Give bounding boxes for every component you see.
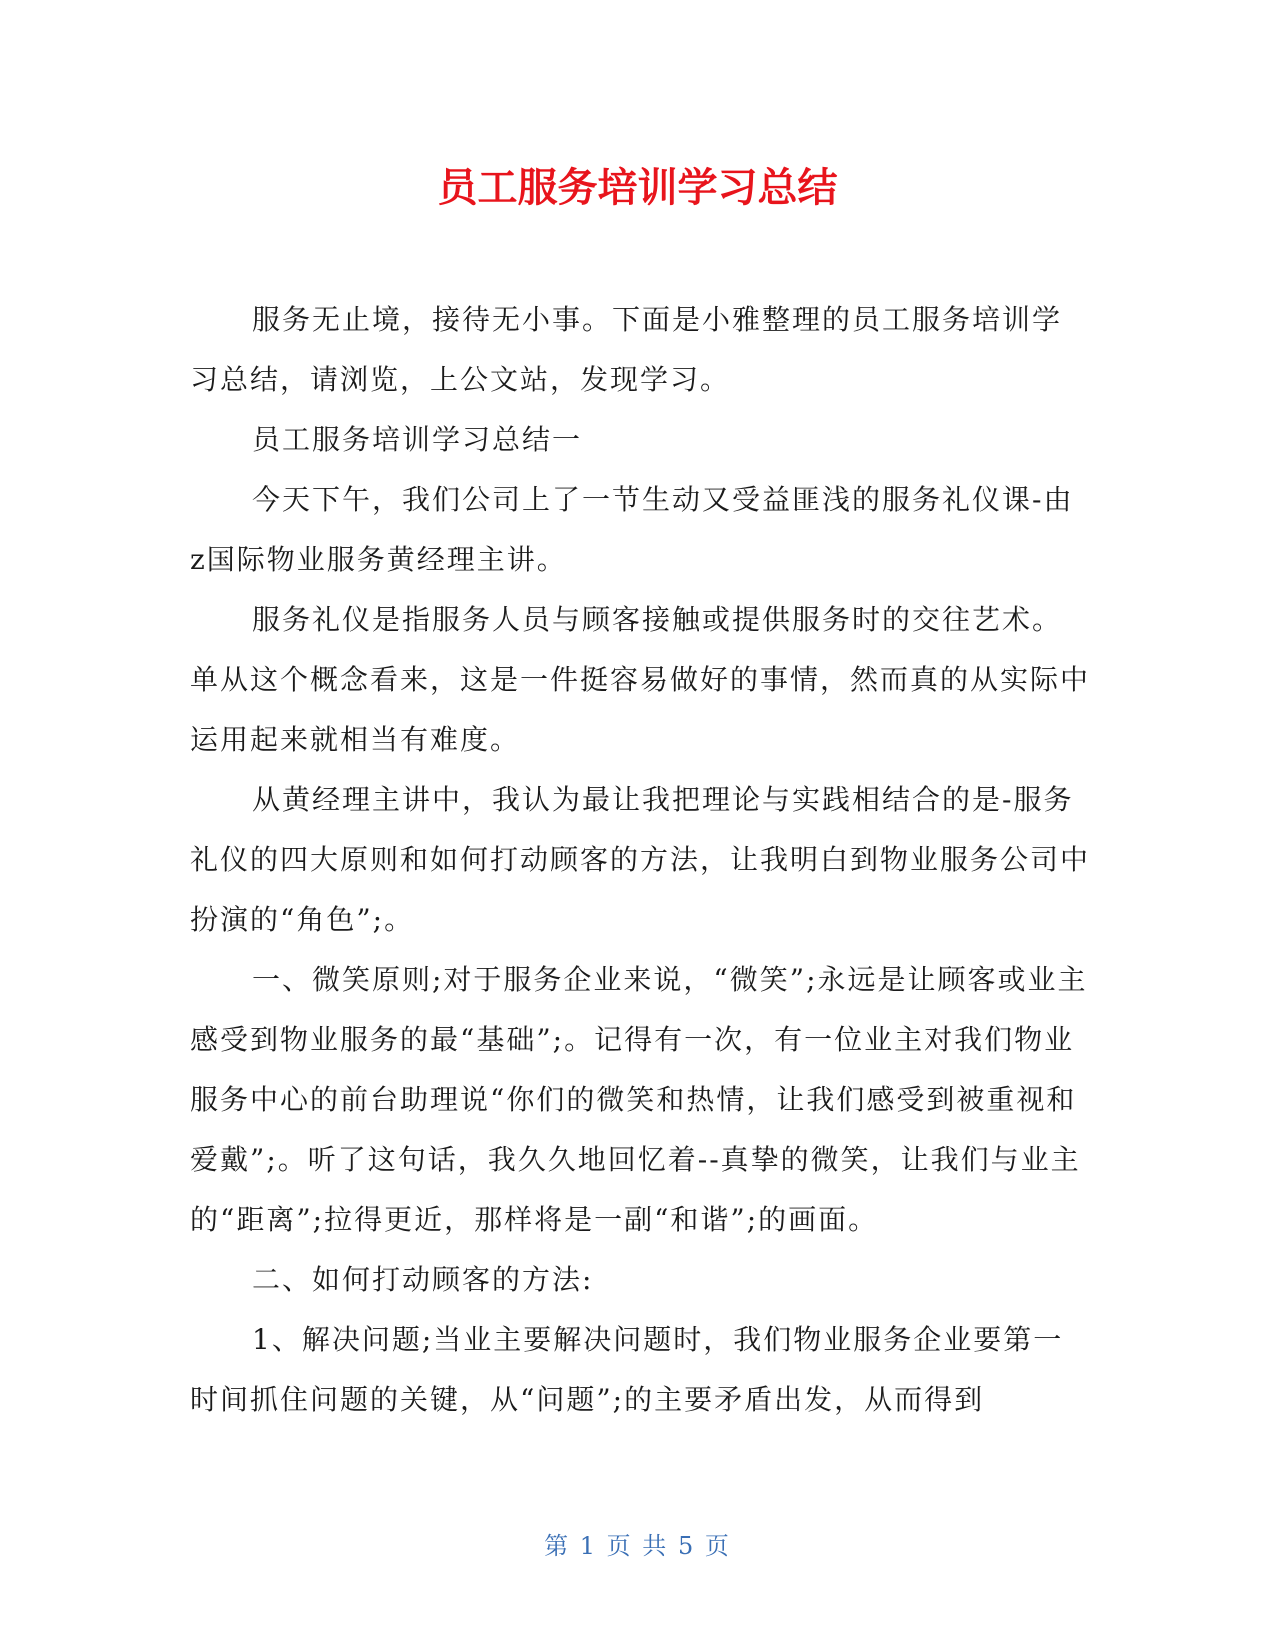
paragraph: 二、如何打动顾客的方法:: [252, 1263, 594, 1296]
page-number-label: 第 1 页 共 5 页: [544, 1532, 731, 1560]
paragraph: 从黄经理主讲中，我认为最让我把理论与实践相结合的是-服务礼仪的四大原则和如何打动顾客的方法，让我明白到物业服务公司中扮演的“角色”;。: [190, 783, 1091, 936]
paragraph: 今天下午，我们公司上了一节生动又受益匪浅的服务礼仪课-由z国际物业服务黄经理主讲。: [190, 483, 1074, 576]
paragraph: 1、解决问题;当业主要解决问题时，我们物业服务企业要第一时间抓住问题的关键，从“问题”;的主要矛盾出发，从而得到: [190, 1323, 1064, 1416]
paragraph-section-heading: 员工服务培训学习总结一: [252, 423, 583, 456]
paragraph: 服务礼仪是指服务人员与顾客接触或提供服务时的交往艺术。单从这个概念看来，这是一件挺容易做好的事情，然而真的从实际中运用起来就相当有难度。: [190, 603, 1091, 756]
document-title: 员工服务培训学习总结: [437, 165, 838, 211]
paragraph: 一、微笑原则;对于服务企业来说，“微笑”;永远是让顾客或业主感受到物业服务的最“基础”;。记得有一次，有一位业主对我们物业服务中心的前台助理说“你们的微笑和热情，让我们感受到被重视和爱戴”;。听了这句话，我久久地回忆着--真挚的微笑，让我们与业主的“距离”;拉得更近，那样将是一副“和谐”;的画面。: [190, 963, 1088, 1236]
paragraph-intro: 服务无止境，接待无小事。下面是小雅整理的员工服务培训学习总结，请浏览，上公文站，发现学习。: [190, 303, 1063, 396]
document-body: [190, 290, 1090, 1430]
page-footer: [0, 1530, 1275, 1562]
